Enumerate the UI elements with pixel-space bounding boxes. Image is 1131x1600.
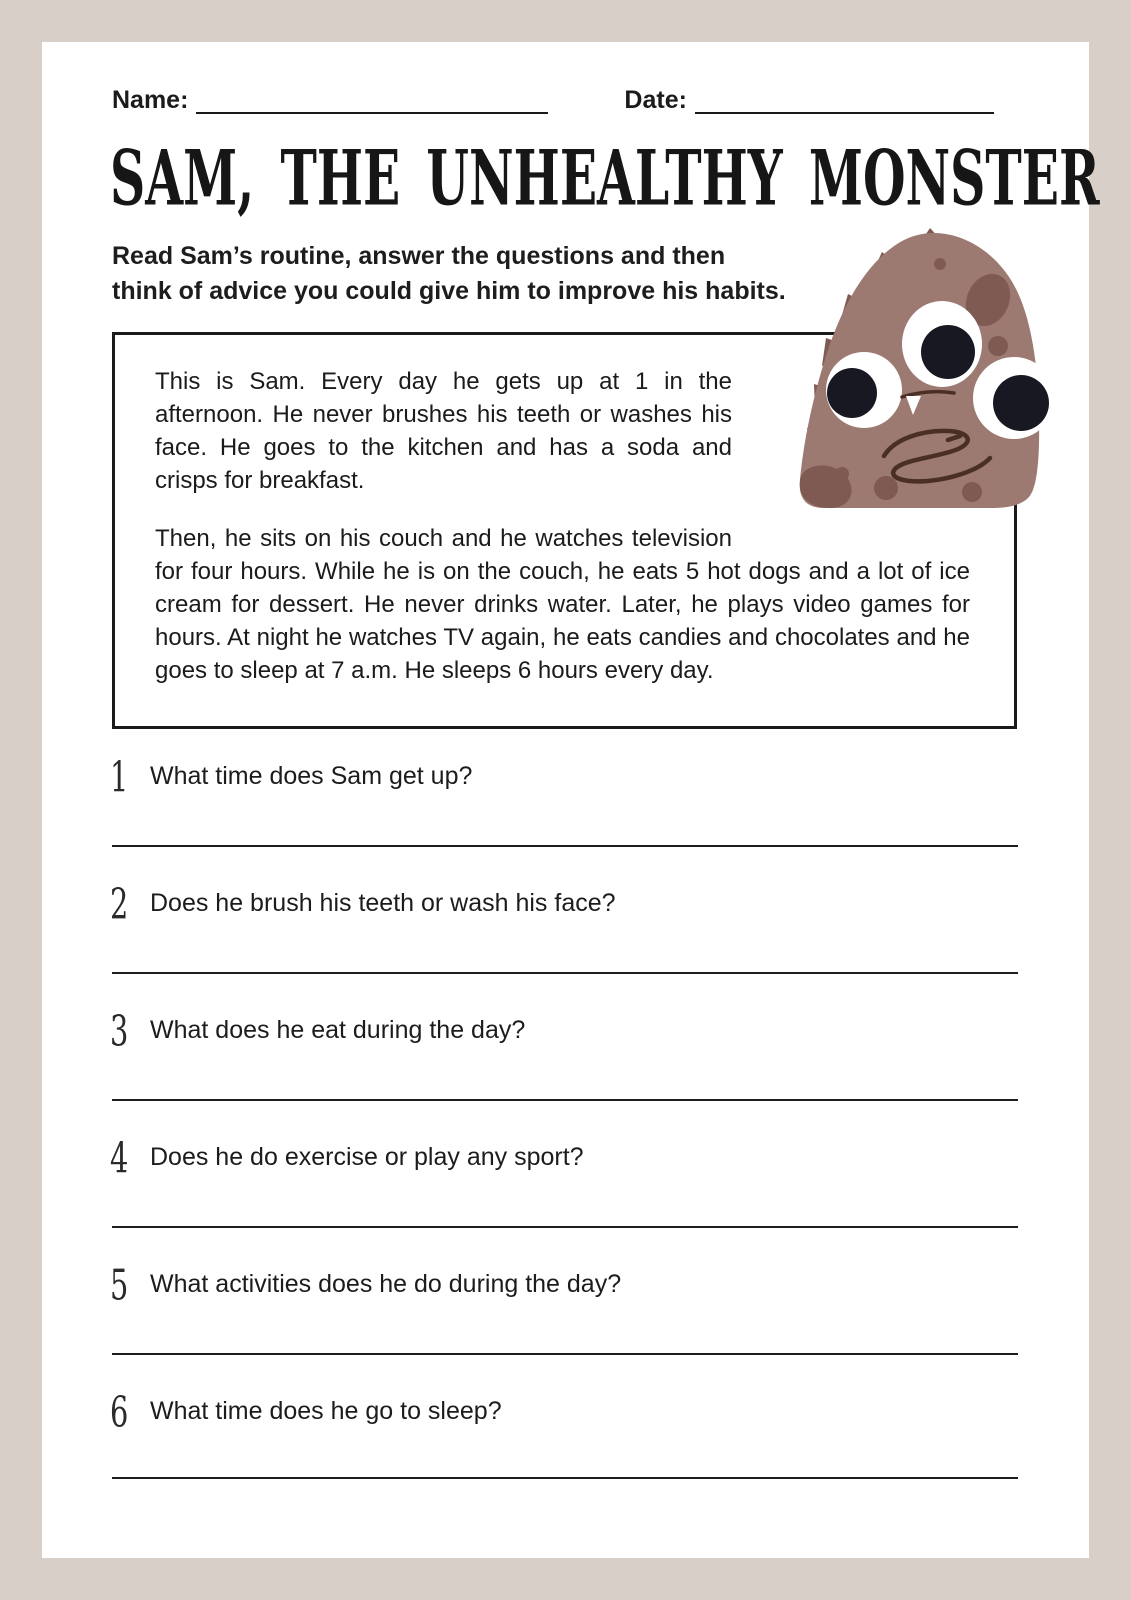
instructions-line-1: Read Sam’s routine, answer the questions and then — [112, 242, 726, 270]
question-1 — [110, 753, 1018, 803]
question-2-text: Does he brush his teeth or wash his face? — [150, 889, 616, 917]
date-label: Date: — [624, 86, 687, 114]
answer-line-1[interactable] — [112, 845, 1018, 847]
passage-paragraph-2: Then, he sits on his couch and he watches television for four hours. While he is on the couch, he eats 5 hot dogs and a lot of ice cream for dessert. He never drinks water. Later, he plays video games for hours. At night he watches TV again, he eats candies and chocolates and he goes to sleep at 7 a.m. He sleeps 6 hours every day. — [155, 525, 970, 684]
question-3-number: 3 — [110, 1007, 129, 1057]
question-6 — [110, 1388, 1018, 1438]
name-date-row — [112, 86, 994, 114]
three-eyed-monster-icon — [790, 226, 1042, 510]
page-title: SAM, THE UNHEALTHY MONSTER — [110, 134, 1100, 223]
question-4-text: Does he do exercise or play any sport? — [150, 1143, 584, 1171]
passage-paragraph-1: This is Sam. Every day he gets up at 1 in the afternoon. He never brushes his teeth or washes his face. He goes to the kitchen and has a soda and crisps for breakfast. — [155, 368, 732, 494]
answer-line-4[interactable] — [112, 1226, 1018, 1228]
question-6-number: 6 — [110, 1388, 129, 1438]
question-5-text: What activities does he do during the day? — [150, 1270, 622, 1298]
answer-line-2[interactable] — [112, 972, 1018, 974]
question-4 — [110, 1134, 1018, 1184]
question-4-number: 4 — [110, 1134, 129, 1184]
name-blank-line[interactable] — [196, 86, 548, 114]
question-1-text: What time does Sam get up? — [150, 762, 473, 790]
instructions — [112, 239, 786, 309]
monster-illustration — [790, 226, 1042, 510]
question-6-text: What time does he go to sleep? — [150, 1397, 502, 1425]
question-3-text: What does he eat during the day? — [150, 1016, 526, 1044]
question-2 — [110, 880, 1018, 930]
question-2-number: 2 — [110, 880, 129, 930]
question-1-number: 1 — [110, 753, 129, 803]
name-label: Name: — [112, 86, 189, 114]
worksheet-page — [42, 42, 1100, 1558]
question-3 — [110, 1007, 1018, 1057]
answer-line-6[interactable] — [112, 1477, 1018, 1479]
answer-line-3[interactable] — [112, 1099, 1018, 1101]
question-5-number: 5 — [110, 1261, 129, 1311]
question-5 — [110, 1261, 1018, 1311]
instructions-line-2: think of advice you could give him to improve his habits. — [112, 277, 786, 305]
answer-line-5[interactable] — [112, 1353, 1018, 1355]
date-blank-line[interactable] — [695, 86, 994, 114]
